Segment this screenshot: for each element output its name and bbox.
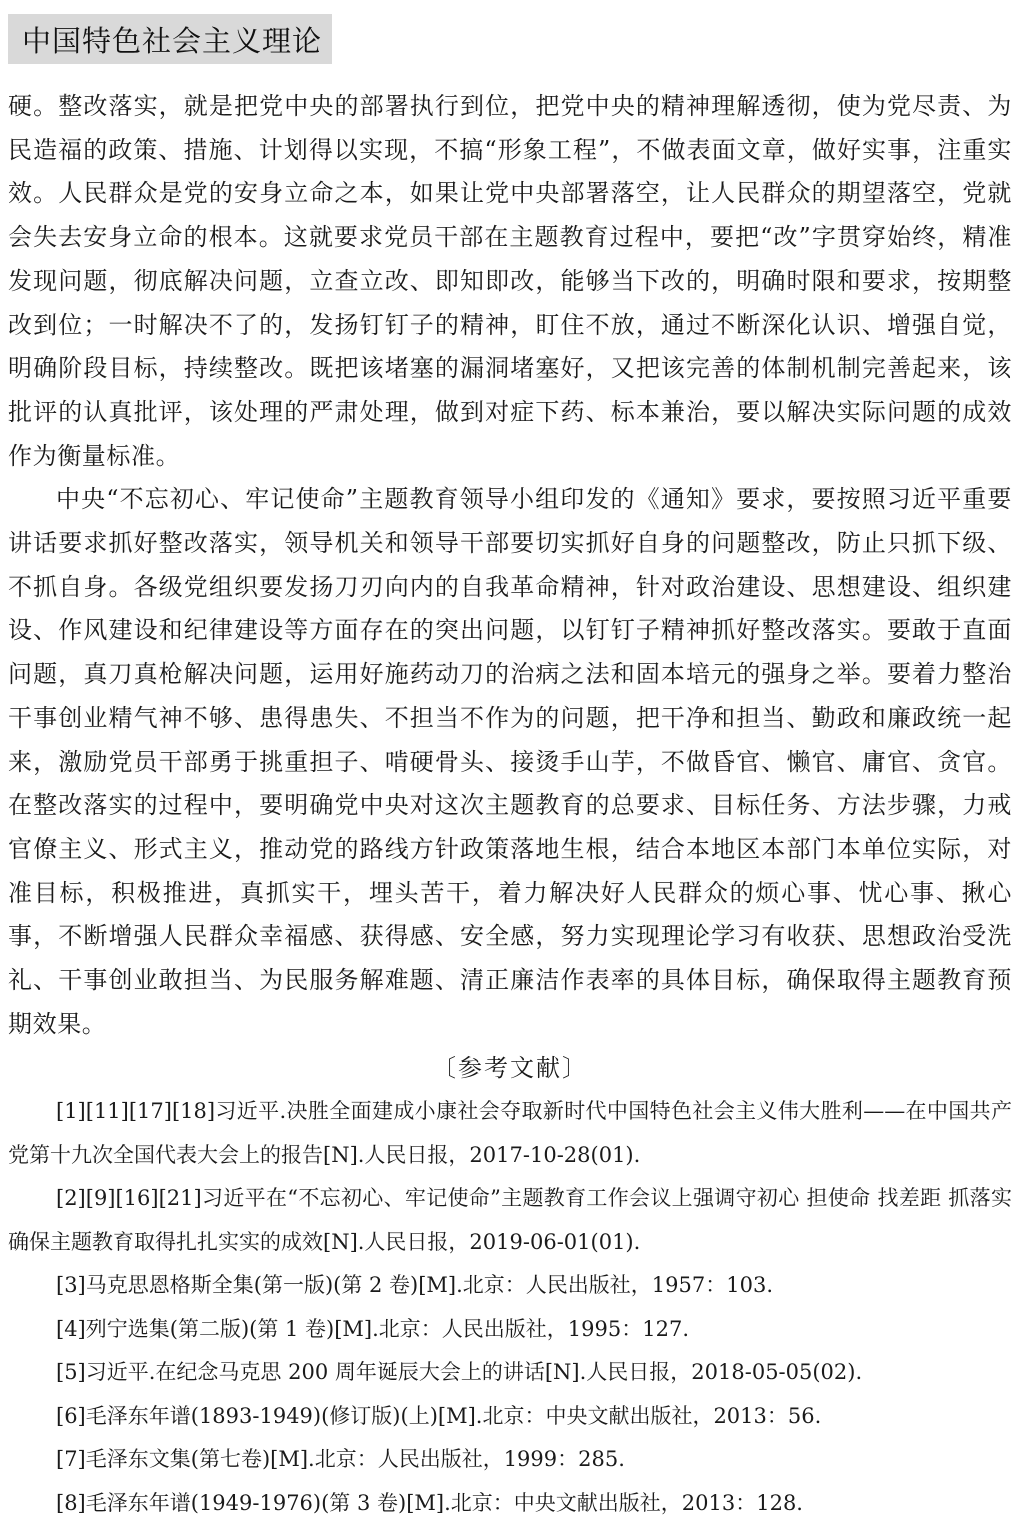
section-header-bar bbox=[8, 14, 332, 64]
reference-item: [8]毛泽东年谱(1949-1976)(第 3 卷)[M].北京：中央文献出版社，2013：128. bbox=[56, 1490, 803, 1515]
reference-item: [1][11][17][18]习近平.决胜全面建成小康社会夺取新时代中国特色社会主义伟大胜利——在中国共产党第十九次全国代表大会上的报告[N].人民日报，2017-10-28(01). bbox=[8, 1099, 1012, 1167]
references-list bbox=[8, 1090, 1012, 1525]
reference-item: [5]习近平.在纪念马克思 200 周年诞辰大会上的讲话[N].人民日报，2018-05-05(02). bbox=[56, 1360, 863, 1385]
reference-item: [2][9][16][21]习近平在“不忘初心、牢记使命”主题教育工作会议上强调守初心 担使命 找差距 抓落实 确保主题教育取得扎扎实实的成效[N].人民日报，2019-06-01(01). bbox=[8, 1186, 1012, 1254]
body-paragraph: 硬。整改落实，就是把党中央的部署执行到位，把党中央的精神理解透彻，使为党尽责、为民造福的政策、措施、计划得以实现，不搞“形象工程”，不做表面文章，做好实事，注重实效。人民群众是党的安身立命之本，如果让党中央部署落空，让人民群众的期望落空，党就会失去安身立命的根本。这就要求党员干部在主题教育过程中，要把“改”字贯穿始终，精准发现问题，彻底解决问题，立查立改、即知即改，能够当下改的，明确时限和要求，按期整改到位；一时解决不了的，发扬钉钉子的精神，盯住不放，通过不断深化认识、增强自觉，明确阶段目标，持续整改。既把该堵塞的漏洞堵塞好，又把该完善的体制机制完善起来，该批评的认真批评，该处理的严肃处理，做到对症下药、标本兼治，要以解决实际问题的成效作为衡量标准。 bbox=[8, 92, 1012, 470]
reference-item: [7]毛泽东文集(第七卷)[M].北京：人民出版社，1999：285. bbox=[56, 1447, 625, 1472]
body-paragraph: 中央“不忘初心、牢记使命”主题教育领导小组印发的《通知》要求，要按照习近平重要讲话要求抓好整改落实，领导机关和领导干部要切实抓好自身的问题整改，防止只抓下级、不抓自身。各级党组织要发扬刀刃向内的自我革命精神，针对政治建设、思想建设、组织建设、作风建设和纪律建设等方面存在的突出问题，以钉钉子精神抓好整改落实。要敢于直面问题，真刀真枪解决问题，运用好施药动刀的治病之法和固本培元的强身之举。要着力整治干事创业精气神不够、患得患失、不担当不作为的问题，把干净和担当、勤政和廉政统一起来，激励党员干部勇于挑重担子、啃硬骨头、接烫手山芋，不做昏官、懒官、庸官、贪官。在整改落实的过程中，要明确党中央对这次主题教育的总要求、目标任务、方法步骤，力戒官僚主义、形式主义，推动党的路线方针政策落地生根，结合本地区本部门本单位实际，对准目标，积极推进，真抓实干，埋头苦干，着力解决好人民群众的烦心事、忧心事、揪心事，不断增强人民群众幸福感、获得感、安全感，努力实现理论学习有收获、思想政治受洗礼、干事创业敢担当、为民服务解难题、清正廉洁作表率的具体目标，确保取得主题教育预期效果。 bbox=[8, 485, 1012, 1038]
reference-item: [6]毛泽东年谱(1893-1949)(修订版)(上)[M].北京：中央文献出版社，2013：56. bbox=[56, 1403, 822, 1428]
reference-item: [3]马克思恩格斯全集(第一版)(第 2 卷)[M].北京：人民出版社，1957：103. bbox=[56, 1273, 773, 1298]
article-body bbox=[8, 85, 1012, 1525]
references-heading: 〔参考文献〕 bbox=[432, 1054, 588, 1083]
reference-item: [4]列宁选集(第二版)(第 1 卷)[M].北京：人民出版社，1995：127. bbox=[56, 1316, 689, 1341]
section-title: 中国特色社会主义理论 bbox=[22, 23, 323, 58]
